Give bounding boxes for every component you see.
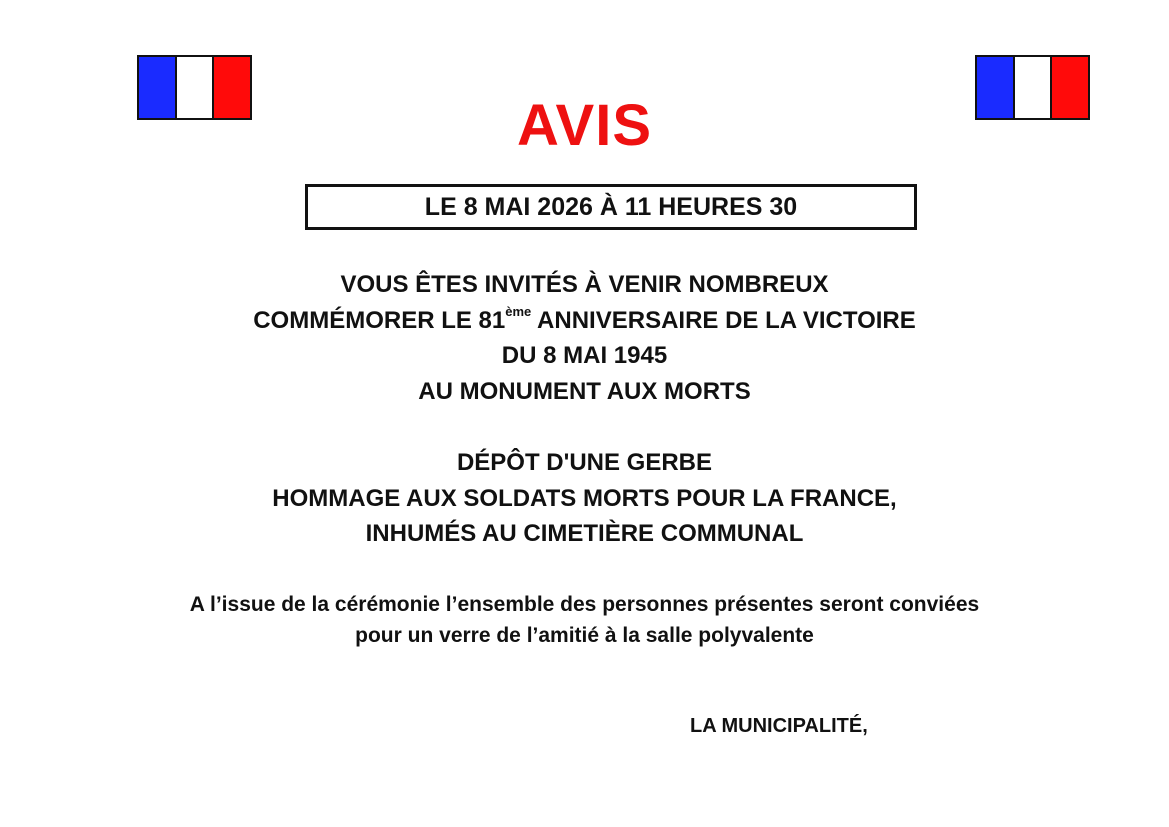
homage-line: INHUMÉS AU CIMETIÈRE COMMUNAL [365, 520, 804, 547]
closing-line: pour un verre de l’amitié à la salle polyvalente [355, 624, 814, 647]
closing-line: A l’issue de la cérémonie l’ensemble des personnes présentes seront conviées [189, 593, 980, 616]
invitation-line: VOUS ÊTES INVITÉS À VENIR NOMBREUX [340, 271, 829, 298]
homage-text [0, 445, 1169, 552]
homage-line: HOMMAGE AUX SOLDATS MORTS POUR LA FRANCE, [272, 484, 897, 512]
invitation-text [0, 267, 1169, 409]
page-title: AVIS [516, 93, 653, 158]
signature: LA MUNICIPALITÉ, [690, 715, 868, 737]
anniversary-text: COMMÉMORER LE 81 [253, 306, 506, 334]
closing-text [0, 589, 1169, 651]
invitation-line: DU 8 MAI 1945 [501, 342, 668, 369]
homage-line: DÉPÔT D'UNE GERBE [456, 449, 713, 476]
anniversary-text-end: ANNIVERSAIRE DE LA VICTOIRE [531, 306, 916, 334]
ordinal-suffix: ème [505, 303, 532, 319]
event-date-box: LE 8 MAI 2026 À 11 HEURES 30 [305, 184, 917, 230]
invitation-line: AU MONUMENT AUX MORTS [418, 377, 751, 405]
invitation-line [0, 303, 1169, 339]
